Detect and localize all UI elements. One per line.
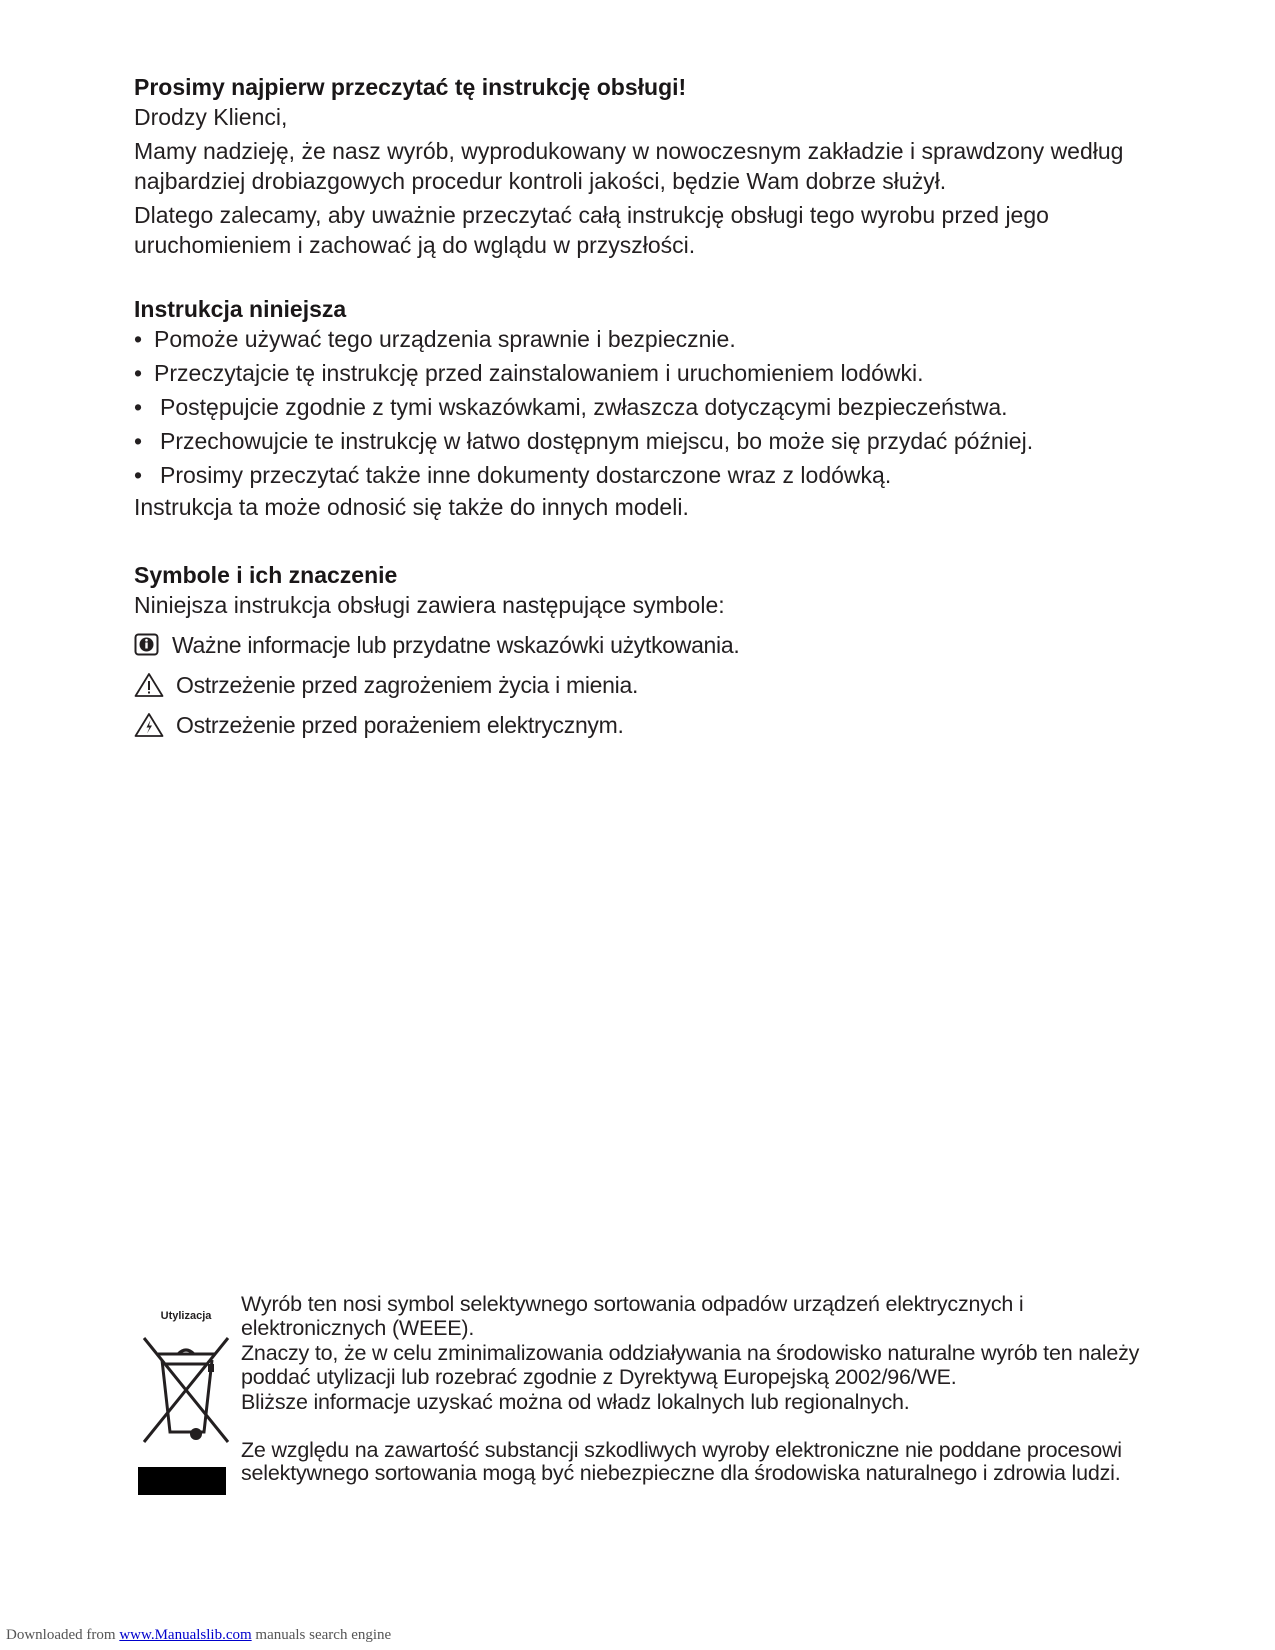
instructions-heading: Instrukcja niniejsza	[134, 296, 347, 322]
bullet: •	[134, 326, 143, 352]
symbol-warning-text: Ostrzeżenie przed zagrożeniem życia i mienia.	[176, 672, 639, 698]
symbols-heading: Symbole i ich znaczenie	[134, 562, 398, 588]
info-icon	[134, 633, 160, 657]
disposal-paragraph-3: Bliższe informacje uzyskać można od władz lokalnych lub regionalnych.	[241, 1390, 910, 1414]
disposal-paragraph-4: Ze względu na zawartość substancji szkodliwych wyroby elektroniczne nie poddane procesowi selektywnego sortowania mogą być niebezpieczne dla środowiska naturalnego i zdrowia ludzi.	[241, 1437, 1122, 1485]
intro-heading: Prosimy najpierw przeczytać tę instrukcję obsługi!	[134, 74, 687, 100]
list-item: • Pomoże używać tego urządzenia sprawnie i bezpiecznie.	[134, 326, 736, 352]
symbol-row-warning	[134, 670, 1144, 700]
list-item: • Postępujcie zgodnie z tymi wskazówkami, zwłaszcza dotyczącymi bezpieczeństwa.	[134, 394, 1008, 420]
bullet: •	[134, 462, 143, 488]
symbol-row-electric	[134, 710, 1144, 740]
weee-label: Utylizacja	[160, 1310, 212, 1322]
intro-section	[134, 72, 1144, 260]
electric-shock-icon	[134, 712, 164, 738]
instructions-list	[134, 324, 1144, 490]
symbol-row-info	[134, 630, 1144, 660]
bullet: •	[134, 428, 143, 454]
instructions-section	[134, 294, 1144, 522]
weee-disposal-icon	[138, 1310, 234, 1495]
intro-greeting: Drodzy Klienci,	[134, 104, 288, 130]
bullet: •	[134, 394, 143, 420]
symbol-electric-text: Ostrzeżenie przed porażeniem elektrycznym.	[176, 712, 624, 738]
list-item: • Prosimy przeczytać także inne dokumenty dostarczone wraz z lodówką.	[134, 462, 892, 488]
instructions-note: Instrukcja ta może odnosić się także do innych modeli.	[134, 494, 689, 520]
list-item: • Przeczytajcie tę instrukcję przed zainstalowaniem i uruchomieniem lodówki.	[134, 360, 924, 386]
footer-prefix: Downloaded from	[6, 1627, 116, 1643]
disposal-paragraph-2: Znaczy to, że w celu zminimalizowania oddziaływania na środowisko naturalne wyrób ten należy poddać utylizacji lub rozebrać zgodnie z Dyrektywą Europejską 2002/96/WE.	[241, 1341, 1140, 1389]
footer-suffix: manuals search engine	[255, 1627, 392, 1643]
weee-bar	[138, 1467, 226, 1495]
bullet: •	[134, 360, 143, 386]
footer-link[interactable]: www.Manualslib.com	[119, 1627, 252, 1643]
crossed-out-bin-icon	[138, 1332, 234, 1448]
list-item: • Przechowujcie te instrukcję w łatwo dostępnym miejscu, bo może się przydać później.	[134, 428, 1034, 454]
footer	[6, 1627, 391, 1644]
symbols-section	[134, 560, 1144, 750]
symbol-info-text: Ważne informacje lub przydatne wskazówki użytkowania.	[172, 632, 740, 658]
intro-paragraph-1: Mamy nadzieję, że nasz wyrób, wyprodukowany w nowoczesnym zakładzie i sprawdzony według najbardziej drobiazgowych procedur kontroli jakości, będzie Wam dobrze służył.	[134, 138, 1124, 194]
intro-paragraph-2: Dlatego zalecamy, aby uważnie przeczytać całą instrukcję obsługi tego wyrobu przed jego uruchomieniem i zachować ją do wglądu w przyszłości.	[134, 202, 1049, 258]
symbols-intro: Niniejsza instrukcja obsługi zawiera następujące symbole:	[134, 592, 725, 618]
disposal-paragraph-1: Wyrób ten nosi symbol selektywnego sortowania odpadów urządzeń elektrycznych i elektronicznych (WEEE).	[241, 1292, 1024, 1340]
warning-icon	[134, 672, 164, 698]
disposal-text	[241, 1293, 1141, 1486]
